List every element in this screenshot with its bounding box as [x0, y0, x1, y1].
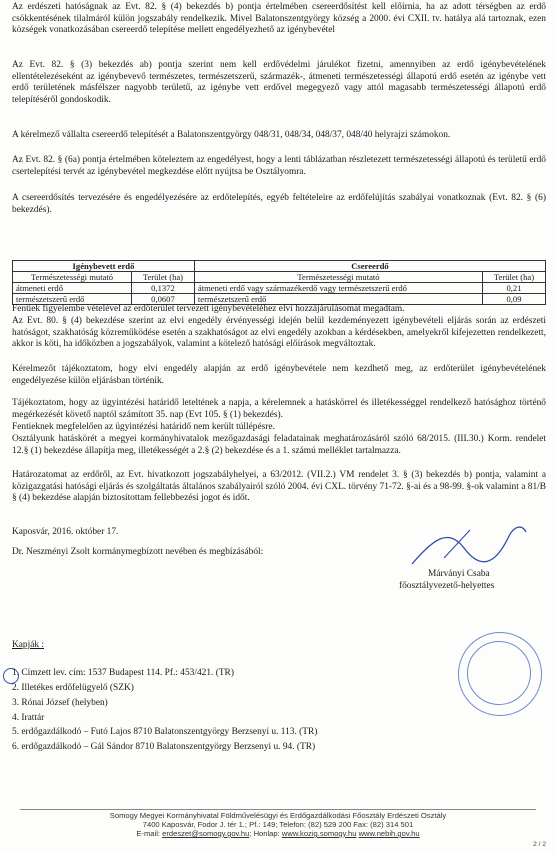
recipient-item: 4. Irattár	[12, 713, 45, 723]
recipient-item: 5. erdőgazdálkodó – Futó Lajos 8710 Balatonszentgyörgy Berzsenyi u. 113. (TR)	[12, 727, 318, 737]
header-replacement-forest: Csereerdő	[194, 261, 545, 272]
page-number: 2 / 2	[533, 841, 546, 848]
footer-email-link[interactable]: erdeszet@somogy.gov.hu	[162, 829, 250, 838]
footer-email-label: E-mail:	[136, 829, 160, 838]
paragraph-notice: Kérelmezőt tájékoztatom, hogy elvi engedély alapján az erdő igénybevétele nem kezdhető meg, az erdőterület igénybevételének engedélyezése külön eljárásban történik.	[12, 364, 546, 386]
table-cell: 0,21	[483, 283, 546, 294]
paragraph-competence: Osztályunk hatáskörét a megyei kormányhivatalok mezőgazdasági feladatainak meghatározásáról szóló 68/2015. (III.30.) Korm. rendelet 12.§ (1) bekezdése állapítja meg, illetékességét a 2.§ (2) bekezdése és a 1. számú melléklet tartalmazza.	[12, 434, 546, 456]
footer-org: Somogy Megyei Kormányhivatal Földművelésügyi és Erdőgazdálkodási Főosztály Erdészeti Osztály	[109, 811, 447, 820]
footer-web-link[interactable]: www.nebih.gov.hu	[358, 829, 420, 838]
footer-web-label: ; Honlap:	[249, 829, 280, 838]
table-cell: természetszerű erdő	[13, 294, 132, 305]
footer-web-link[interactable]: www.kozig.somogy.hu	[281, 829, 357, 838]
col-naturalness: Természetességi mutató	[194, 272, 482, 283]
col-area: Terület (ha)	[483, 272, 546, 283]
table-cell: 0,1372	[131, 283, 194, 294]
signer-name: Márványi Csaba	[428, 569, 490, 579]
table-cell: 0,09	[483, 294, 546, 305]
footer-contacts	[0, 829, 556, 839]
table-cell: 0,0607	[131, 294, 194, 305]
footer-divider	[20, 809, 536, 810]
table-cell: természetszerű erdő	[194, 294, 482, 305]
place-and-date: Kaposvár, 2016. október 17.	[12, 527, 119, 537]
paragraph-applicant-commitment: A kérelmező vállalta csereerdő telepítését a Balatonszentgyörgy 048/31, 048/34, 048/37, 048/40 helyrajzi számokon.	[12, 130, 451, 140]
paragraph-planning-rules: A csereerdősítés tervezésére és engedélyezésére az erdőtelepítés, egyéb feltételeire az erdőfelújítás szabályai vonatkoznak (Evt. 82. § (6) bekezdés).	[12, 193, 546, 215]
on-behalf-of: Dr. Neszményi Zsolt kormánymegbízott nevében és megbízásából:	[12, 547, 264, 557]
recipient-item: 3. Rónai József (helyben)	[12, 698, 108, 708]
paragraph-planting-plan-duty: Az Evt. 82. § (6a) pontja értelmében köteleztem az engedélyest, hogy a lenti táblázatban részletezett természetességi állapotú és területű erdő csertelepítési tervét az igénybevétel megkezdése előtt nyújtsa be Osztályomra.	[12, 155, 546, 177]
col-naturalness: Természetességi mutató	[13, 272, 132, 283]
paragraph-legal-basis: Határozatomat az erdőről, az Evt. hivatkozott jogszabályhelyei, a 63/2012. (VII.2.) VM rendelet 3. § (3) bekezdés b) pontja, valamint a közigazgatási hatósági eljárás és szolgáltatás általános szabályairól szóló 2004. évi CXL. törvény 71-72. §-ai és a 98-99. §-ok valamint a 81/B § (4) bekezdése alapján biztosítottam fellebbezési jogot és időt.	[12, 470, 546, 504]
paragraph-deadline: Tájékoztatom, hogy az ügyintézési határidő leteltének a napja, a kérelemnek a hatáskörrel és illetékességgel rendelkező hatósághoz történő megérkezését követő naptól számított 35. nap (Evt 105. § (1) bekezdés).	[12, 398, 546, 420]
paragraph-approval: Fentiek figyelembe vételével az erdőterület tervezett igénybevételéhez elvi hozzájárulásomat megadtam.	[12, 304, 405, 314]
recipient-item: 6. erdőgazdálkodó – Gál Sándor 8710 Balatonszentgyörgy Berzsenyi u. 94. (TR)	[12, 742, 316, 752]
footer-address: 7400 Kaposvár, Fodor J. tér 1.; Pf.: 149; Telefon: (82) 529 200 Fax: (82) 314 501	[142, 820, 414, 829]
paragraph-reforestation-obligation: Az erdészeti hatóságnak az Evt. 82. § (4) bekezdés b) pontja értelmében csereerdősítést kell előírnia, ha az adott térségben az erdő csökkentésének tilalmáról külön jogszabály rendelkezik. Mivel Balatonszentgyörgy község a 2000. évi CXII. tv. hatálya alá tartoznak, ezen községek vonatkozásában csereerdő telepítése mellett engedélyezhető az igénybevétel	[12, 2, 546, 36]
header-used-forest: Igénybevett erdő	[13, 261, 195, 272]
paragraph-protection-fee: Az Evt. 82. § (3) bekezdés ab) pontja szerint nem kell erdővédelmi járulékot fizetni, amennyiben az erdő igénybevételének ellentételezéseként az igénybevevő természetes, természetszerű, származék-, átmeneti természetességi állapotú erdő esetén az igénybe vett erdő területének másfélszer nagyobb területű, az igénybe vett erdővel megegyező vagy attól magasabb természetességi állapotú erdő telepítéséről gondoskodik.	[12, 60, 546, 105]
signer-title: főosztályvezető-helyettes	[399, 581, 495, 591]
official-stamp	[458, 632, 542, 716]
recipient-item: 2. Illetékes erdőfelügyelő (SZK)	[12, 683, 134, 693]
col-area: Terület (ha)	[131, 272, 194, 283]
recipient-item: 1. Címzett lev. cím: 1537 Budapest 114. Pf.: 453/421. (TR)	[12, 668, 234, 678]
table-cell: átmeneti erdő vagy származékerdő vagy természetszerű erdő	[194, 283, 482, 294]
table-row	[13, 283, 546, 294]
forest-comparison-table	[12, 260, 546, 305]
paragraph-validity: Az Evt. 80. § (4) bekezdése szerint az elvi engedély érvényességi idején belül kezdeményezett igénybevételi eljárás során az erdészeti hatóságot, szakhatóság közreműködése esetén a szakhatóságot az elvi engedély azokban a kérdésekben, amelyekről kifejezetten rendelkezett, akkor is köti, ha időközben a jogszabályok, valamint a kötelező hatósági előírások megváltoztak.	[12, 316, 546, 350]
recipients-heading: Kapják :	[12, 640, 45, 650]
table-cell: átmeneti erdő	[13, 283, 132, 294]
paragraph-deadline-kept: Fentieknek megfelelően az ügyintézési határidő nem került túllépésre.	[12, 422, 275, 432]
table-row	[13, 294, 546, 305]
